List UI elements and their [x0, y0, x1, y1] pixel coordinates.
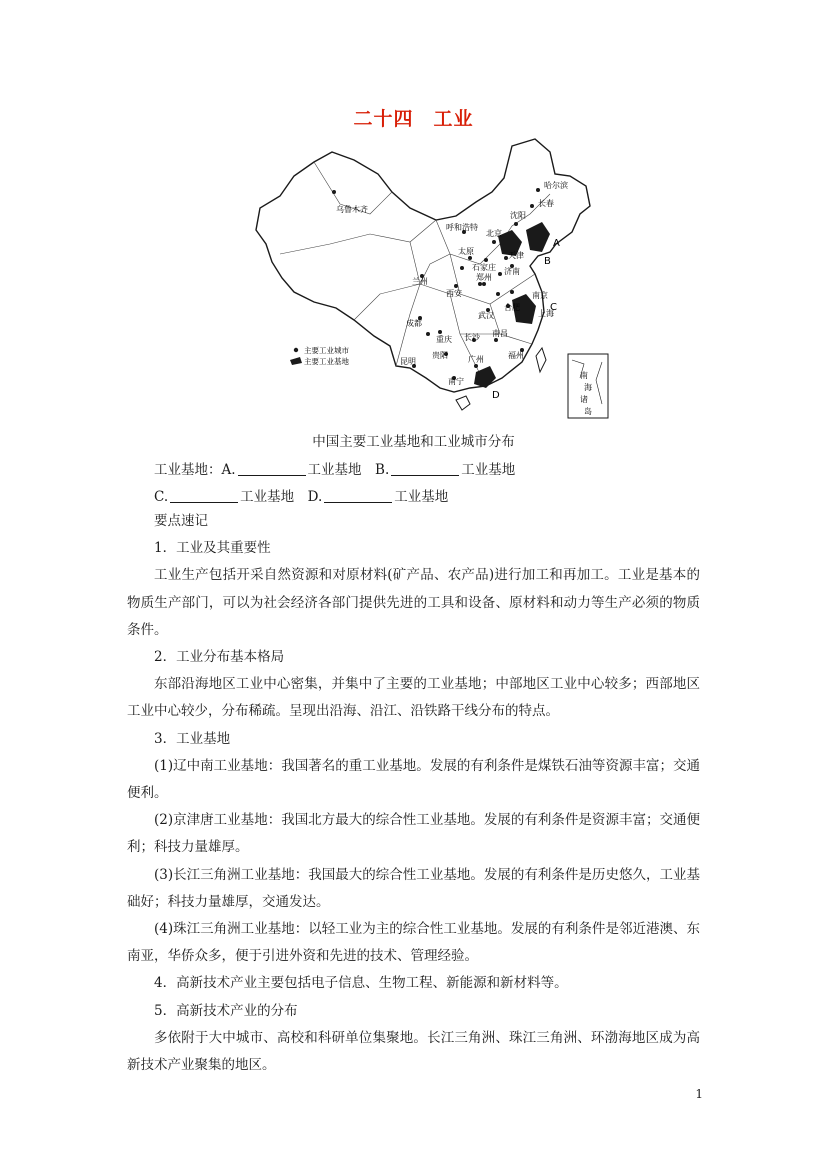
inset-label: 南海诸岛 [580, 371, 592, 416]
base-label-b: B [544, 256, 551, 267]
city-label-lanzhou: 兰州 [412, 277, 428, 286]
base-liaozhongnan [526, 222, 550, 252]
page-title: 二十四 工业 [353, 108, 474, 130]
fill-suffix-d: 工业基地 [394, 489, 449, 505]
city-label-taiyuan: 太原 [458, 247, 474, 256]
paragraph-base-jingjintang: (2)京津唐工业基地：我国北方最大的综合性工业基地。发展的有利条件是资源丰富；交通便利；科技力量雄厚。 [127, 812, 700, 856]
city-label-zhengzhou: 郑州 [476, 273, 492, 282]
legend-base-label: 主要工业基地 [304, 357, 349, 366]
page-number: 1 [695, 1087, 703, 1101]
notes-section [127, 508, 700, 1079]
south-china-sea-inset [568, 354, 608, 418]
fill-label-c: C. [154, 489, 169, 505]
paragraph-distribution-pattern: 东部沿海地区工业中心密集，并集中了主要的工业基地；中部地区工业中心较多；西部地区工业中心较少，分布稀疏。呈现出沿海、沿江、沿铁路干线分布的特点。 [127, 676, 700, 720]
city-label-urumqi: 乌鲁木齐 [336, 205, 368, 214]
city-label-shanghai: 上海 [538, 309, 554, 318]
map-caption: 中国主要工业基地和工业城市分布 [312, 434, 515, 450]
taiwan-island [536, 348, 546, 372]
paragraph-high-tech-distribution: 多依附于大中城市、高校和科研单位集聚地。长江三角洲、珠江三角洲、环渤海地区成为高新技术产业聚集的地区。 [127, 1029, 700, 1074]
city-label-guiyang: 贵阳 [432, 351, 448, 360]
city-label-wuhan: 武汉 [478, 311, 494, 320]
fill-in-row-ab [154, 458, 515, 478]
city-label-nanchang: 南昌 [492, 329, 508, 338]
city-label-shenyang: 沈阳 [510, 211, 526, 220]
city-label-hefei: 合肥 [504, 303, 520, 312]
blank-a[interactable] [238, 461, 306, 476]
city-label-changchun: 长春 [538, 199, 554, 208]
blank-d[interactable] [324, 488, 392, 503]
legend-city-label: 主要工业城市 [304, 346, 349, 355]
base-label-a: A [553, 238, 560, 249]
paragraph-industry-importance: 工业生产包括开采自然资源和对原材料(矿产品、农产品)进行加工和再加工。工业是基本的物质生产部门，可以为社会经济各部门提供先进的工具和设备、原材料和动力等生产必须的物质条件。 [127, 567, 700, 638]
city-label-guangzhou: 广州 [468, 355, 484, 364]
city-label-xian: 西安 [446, 289, 462, 298]
fill-label-d: 工业基地 D. [240, 489, 323, 505]
city-label-nanning: 南宁 [448, 377, 464, 386]
city-label-fuzhou: 福州 [508, 351, 524, 360]
city-label-shijiazhuang: 石家庄 [472, 263, 496, 272]
city-label-beijing: 北京 [486, 229, 502, 238]
map-legend [290, 345, 349, 366]
city-label-harbin: 哈尔滨 [544, 181, 568, 190]
fill-suffix-b: 工业基地 [461, 462, 516, 478]
city-label-tianjin: 天津 [508, 251, 524, 260]
city-label-jinan: 济南 [504, 267, 520, 276]
heading-industrial-bases: 3．工业基地 [154, 730, 231, 747]
paragraph-base-changjiang: (3)长江三角洲工业基地：我国最大的综合性工业基地。发展的有利条件是历史悠久，工业基础好；科技力量雄厚，交通发达。 [127, 866, 700, 910]
blank-c[interactable] [170, 488, 238, 503]
city-label-hohhot: 呼和浩特 [446, 223, 478, 232]
hainan-island [456, 396, 470, 410]
paragraph-high-tech-scope: 4．高新技术产业主要包括电子信息、生物工程、新能源和新材料等。 [154, 975, 568, 992]
city-label-kunming: 昆明 [400, 357, 416, 366]
base-zhujiang-delta [474, 366, 496, 388]
china-industry-map [250, 134, 616, 424]
notes-heading: 要点速记 [154, 513, 208, 529]
heading-high-tech-distribution: 5．高新技术产业的分布 [154, 1002, 298, 1019]
blank-b[interactable] [391, 461, 459, 476]
heading-industry-importance: 1．工业及其重要性 [154, 540, 271, 557]
heading-distribution-pattern: 2．工业分布基本格局 [154, 649, 285, 666]
city-label-chongqing: 重庆 [436, 335, 452, 344]
city-label-changsha: 长沙 [464, 333, 480, 342]
fill-label-b: 工业基地 B. [307, 462, 390, 478]
fill-label-a: 工业基地：A. [154, 462, 236, 478]
city-label-nanjing: 南京 [532, 291, 548, 300]
map-figure [250, 134, 616, 424]
paragraph-base-liaozhongnan: (1)辽中南工业基地：我国著名的重工业基地。发展的有利条件是煤铁石油等资源丰富；交通便利。 [127, 757, 700, 802]
base-label-c: C [550, 302, 557, 313]
paragraph-base-zhujiang: (4)珠江三角洲工业基地：以轻工业为主的综合性工业基地。发展的有利条件是邻近港澳、东南亚，华侨众多，便于引进外资和先进的技术、管理经验。 [127, 921, 700, 965]
base-label-d: D [492, 390, 500, 401]
city-label-chengdu: 成都 [406, 319, 422, 328]
fill-in-row-cd [154, 485, 448, 505]
